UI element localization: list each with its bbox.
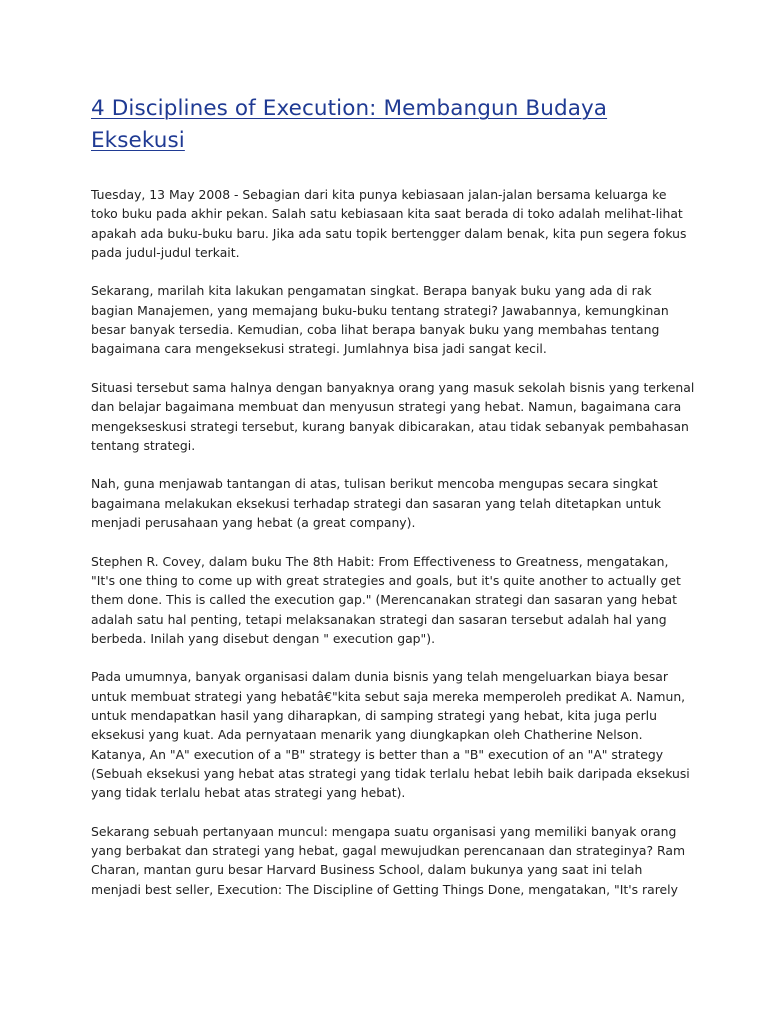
paragraph-line: besar banyak tersedia. Kemudian, coba lihat berapa banyak buku yang membahas tentang [91, 322, 660, 338]
paragraph-line: (Sebuah eksekusi yang hebat atas strategi yang tidak terlalu hebat lebih baik daripada eksekusi [91, 765, 690, 781]
paragraph-line: untuk mendapatkan hasil yang diharapkan, di samping strategi yang hebat, kita juga perlu [91, 708, 657, 724]
paragraph-line: mengekseskusi strategi tersebut, kurang banyak dibicarakan, atau tidak sebanyak pembahasan [91, 418, 689, 434]
paragraph-line: untuk membuat strategi yang hebatâ€"kita sebut saja mereka memperoleh predikat A. Namun, [91, 688, 686, 704]
paragraph-line: menjadi perusahaan yang hebat (a great company). [91, 515, 416, 531]
paragraph-line: toko buku pada akhir pekan. Salah satu kebiasaan kita saat berada di toko adalah melihat-lihat [91, 206, 683, 222]
paragraph-line: menjadi best seller, Execution: The Discipline of Getting Things Done, mengatakan, "It's rarely [91, 881, 678, 897]
paragraph-line: "It's one thing to come up with great strategies and goals, but it's quite another to actually get [91, 572, 681, 588]
paragraph-line: berbeda. Inilah yang disebut dengan " execution gap"). [91, 630, 436, 646]
paragraph-line: bagaimana cara mengeksekusi strategi. Jumlahnya bisa jadi sangat kecil. [91, 341, 547, 357]
article-body [91, 185, 695, 918]
paragraph-line: Sekarang, marilah kita lakukan pengamatan singkat. Berapa banyak buku yang ada di rak [91, 283, 652, 299]
paragraph-line: Tuesday, 13 May 2008 - Sebagian dari kita punya kebiasaan jalan-jalan bersama keluarga ke [91, 187, 667, 202]
article-title[interactable] [91, 93, 691, 157]
paragraph-line: apakah ada buku-buku baru. Jika ada satu topik bertengger dalam benak, kita pun segera fokus [91, 225, 687, 241]
article-paragraph [91, 378, 695, 455]
paragraph-line: yang tidak terlalu hebat atas strategi yang hebat). [91, 785, 406, 801]
paragraph-line: Nah, guna menjawab tantangan di atas, tulisan berikut mencoba mengupas secara singkat [91, 476, 658, 492]
article-paragraph [91, 281, 691, 358]
paragraph-line: them done. This is called the execution gap." (Merencanakan strategi dan sasaran yang hebat [91, 592, 678, 608]
paragraph-line: bagian Manajemen, yang memajang buku-buku tentang strategi? Jawabannya, kemungkinan [91, 302, 669, 318]
paragraph-line: tentang strategi. [91, 437, 196, 453]
paragraph-line: eksekusi yang kuat. Ada pernyataan menarik yang diungkapkan oleh Chatherine Nelson. [91, 727, 643, 743]
paragraph-line: dan belajar bagaimana membuat dan menyusun strategi yang hebat. Namun, bagaimana cara [91, 399, 682, 415]
article-paragraph [91, 185, 691, 262]
paragraph-line: Stephen R. Covey, dalam buku The 8th Habit: From Effectiveness to Greatness, mengatakan, [91, 553, 669, 569]
paragraph-line: adalah satu hal penting, tetapi melaksanakan strategi dan sasaran tersebut adalah hal yang [91, 611, 667, 627]
paragraph-line: Situasi tersebut sama halnya dengan banyaknya orang yang masuk sekolah bisnis yang terkenal [91, 379, 695, 395]
paragraph-line: Katanya, An "A" execution of a "B" strategy is better than a "B" execution of an "A" strategy [91, 746, 664, 762]
article-paragraph [91, 474, 691, 532]
article-paragraph [91, 667, 691, 802]
paragraph-line: Pada umumnya, banyak organisasi dalam dunia bisnis yang telah mengeluarkan biaya besar [91, 669, 668, 685]
paragraph-line: pada judul-judul terkait. [91, 244, 240, 260]
paragraph-line: Charan, mantan guru besar Harvard Business School, dalam bukunya yang saat ini telah [91, 862, 643, 878]
paragraph-line: bagaimana melakukan eksekusi terhadap strategi dan sasaran yang telah ditetapkan untuk [91, 495, 662, 511]
article-paragraph [91, 822, 691, 899]
paragraph-line: Sekarang sebuah pertanyaan muncul: mengapa suatu organisasi yang memiliki banyak orang [91, 823, 677, 839]
article-title-line-1[interactable]: 4 Disciplines of Execution: Membangun Budaya [91, 96, 608, 121]
article-paragraph [91, 552, 691, 648]
paragraph-line: yang berbakat dan strategi yang hebat, gagal mewujudkan perencanaan dan strateginya? Ram [91, 843, 686, 859]
article-title-line-2[interactable]: Eksekusi [91, 128, 185, 153]
